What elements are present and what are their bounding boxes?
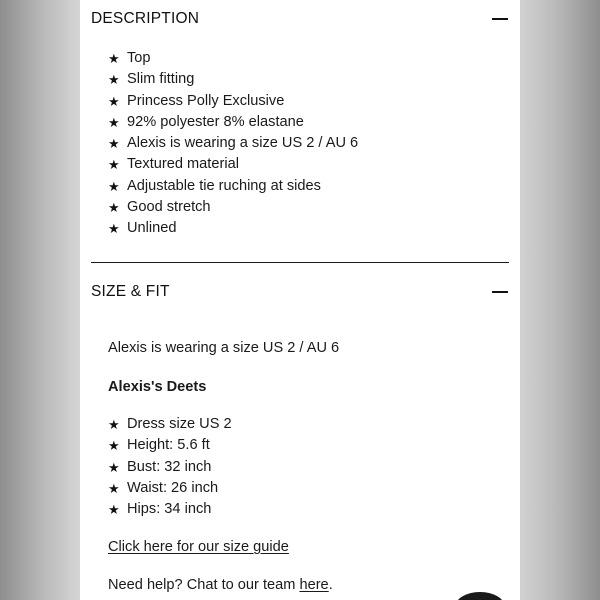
list-item [108, 457, 232, 478]
list-item [108, 112, 358, 133]
size-fit-header[interactable] [91, 280, 509, 304]
help-suffix: . [328, 577, 333, 593]
list-item [108, 197, 358, 218]
list-item [108, 499, 232, 520]
minus-icon[interactable] [492, 291, 508, 293]
description-list [108, 48, 358, 240]
list-item-text: Alexis is wearing a size US 2 / AU 6 [127, 135, 359, 152]
star-icon: ★ [108, 221, 120, 237]
chat-here-link[interactable]: here [299, 577, 329, 593]
size-fit-title: SIZE & FIT [91, 283, 170, 300]
description-title: DESCRIPTION [91, 10, 200, 27]
list-item [108, 414, 232, 435]
list-item [108, 91, 358, 112]
list-item-text: Height: 5.6 ft [127, 437, 210, 454]
wearing-size-text: Alexis is wearing a size US 2 / AU 6 [108, 340, 340, 356]
section-divider [91, 262, 509, 263]
list-item-text: Hips: 34 inch [127, 501, 212, 518]
star-icon: ★ [108, 480, 120, 496]
list-item [108, 69, 358, 90]
star-icon: ★ [108, 502, 120, 518]
product-details-panel [80, 0, 520, 600]
list-item-text: Bust: 32 inch [127, 458, 212, 475]
star-icon: ★ [108, 136, 120, 152]
list-item [108, 133, 358, 154]
deets-heading: Alexis's Deets [108, 379, 207, 395]
list-item [108, 218, 358, 239]
list-item-text: Textured material [127, 156, 239, 173]
star-icon: ★ [108, 200, 120, 216]
list-item-text: 92% polyester 8% elastane [127, 113, 304, 130]
list-item-text: Good stretch [127, 199, 211, 216]
list-item-text: Princess Polly Exclusive [127, 92, 285, 109]
help-text-line [108, 577, 333, 593]
list-item-text: Waist: 26 inch [127, 479, 219, 496]
list-item-text: Dress size US 2 [127, 416, 232, 432]
list-item-text: Unlined [127, 220, 177, 237]
list-item [108, 176, 358, 197]
minus-icon[interactable] [492, 18, 508, 20]
star-icon: ★ [108, 178, 120, 194]
star-icon: ★ [108, 72, 120, 88]
star-icon: ★ [108, 51, 120, 66]
help-text: Need help? Chat to our team [108, 577, 300, 593]
list-item [108, 478, 232, 499]
list-item-text: Adjustable tie ruching at sides [127, 177, 321, 194]
list-item [108, 435, 232, 456]
list-item [108, 48, 358, 69]
list-item [108, 154, 358, 175]
star-icon: ★ [108, 93, 120, 109]
star-icon: ★ [108, 459, 120, 475]
star-icon: ★ [108, 417, 120, 432]
list-item-text: Slim fitting [127, 71, 195, 88]
size-guide-link[interactable]: Click here for our size guide [108, 539, 289, 555]
star-icon: ★ [108, 114, 120, 130]
list-item-text: Top [127, 50, 151, 66]
deets-list [108, 414, 232, 520]
chat-launcher-button[interactable] [455, 592, 505, 600]
star-icon: ★ [108, 157, 120, 173]
star-icon: ★ [108, 438, 120, 454]
description-header[interactable] [91, 7, 509, 31]
